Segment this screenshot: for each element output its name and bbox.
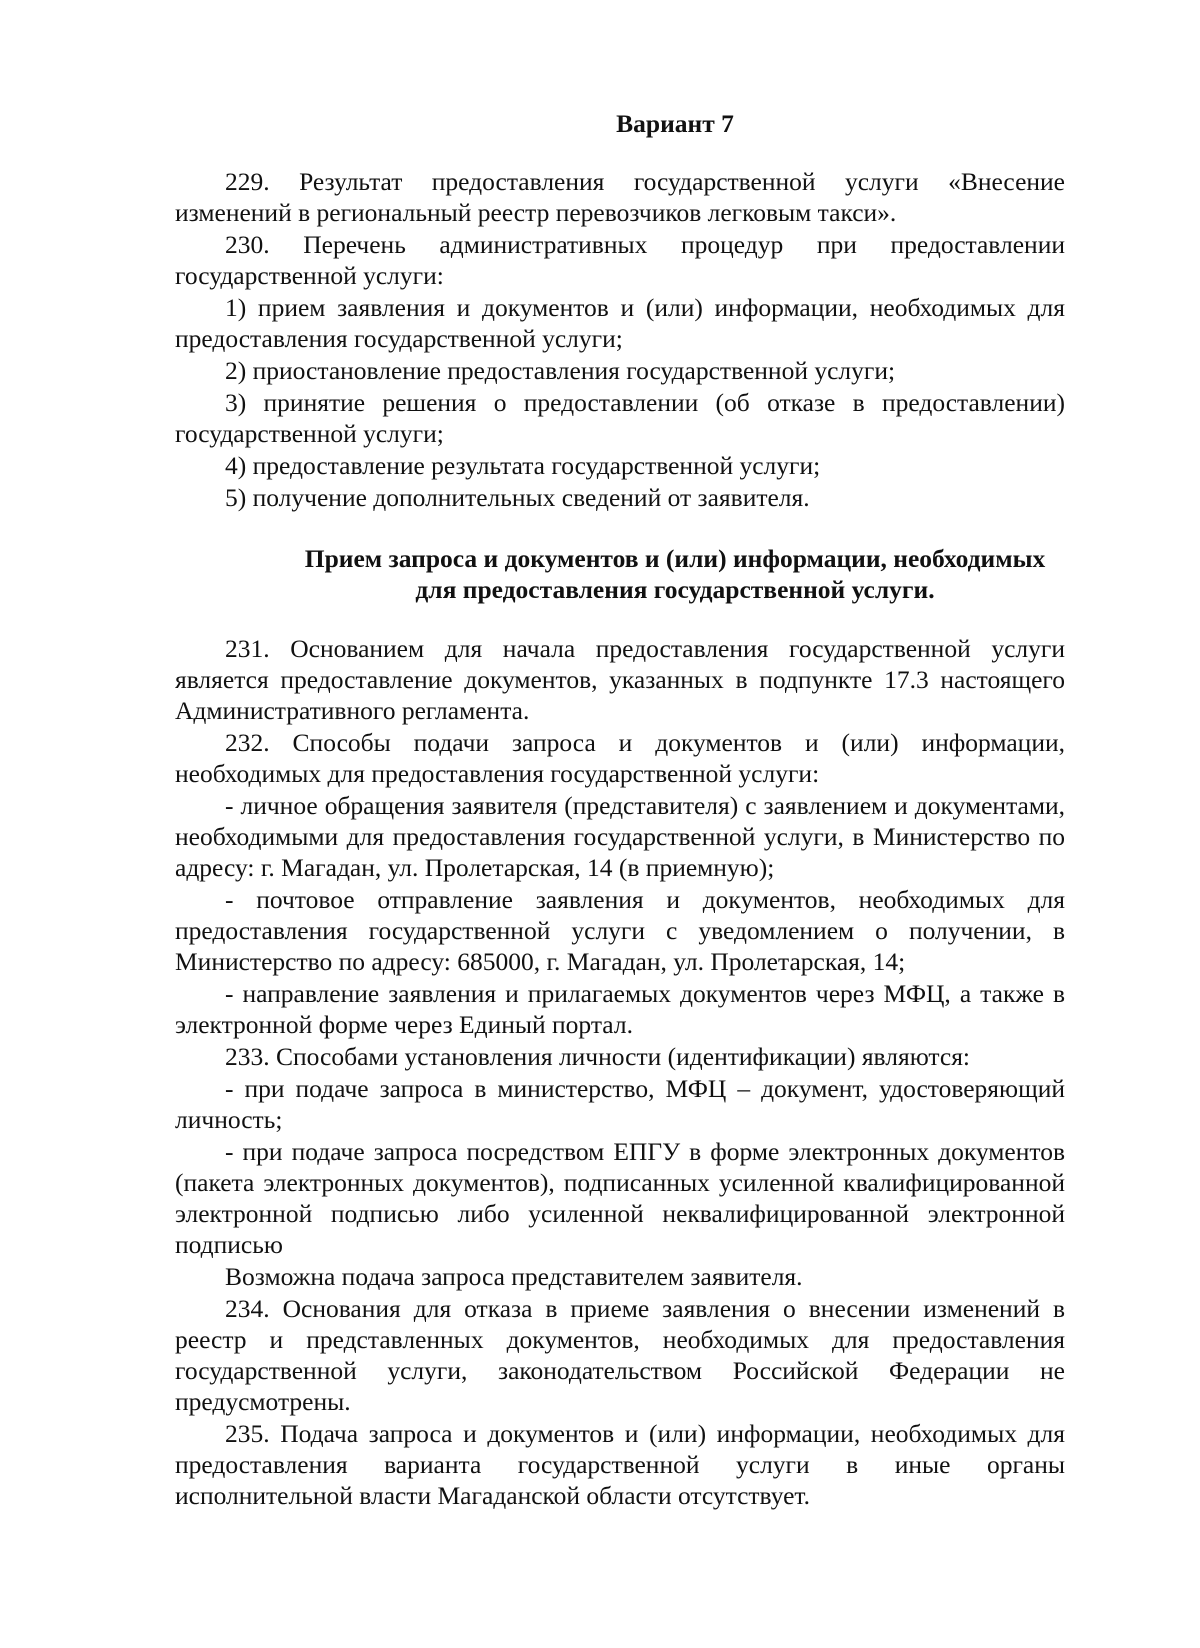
submission-method-mfc: - направление заявления и прилагаемых документов через МФЦ, а также в электронной форме через Единый портал. (175, 979, 1065, 1039)
paragraph-232: 232. Способы подачи запроса и документов и (или) информации, необходимых для предоставления государственной услуги: (175, 728, 1065, 788)
paragraph-235: 235. Подача запроса и документов и (или) информации, необходимых для предоставления варианта государственной услуги в иные органы исполнительной власти Магаданской области отсутствует. (175, 1419, 1065, 1510)
section-procedures (175, 166, 1065, 513)
procedure-item-4: 4) предоставление результата государственной услуги; (225, 451, 821, 480)
document-page (175, 108, 1065, 1512)
section-heading: Прием запроса и документов и (или) информации, необходимых для предоставления государственной услуги. (304, 544, 1046, 604)
paragraph-229: 229. Результат предоставления государственной услуги «Внесение изменений в региональный реестр перевозчиков легковым такси». (175, 167, 1065, 227)
procedure-item-1: 1) прием заявления и документов и (или) информации, необходимых для предоставления государственной услуги; (175, 293, 1065, 353)
paragraph-234: 234. Основания для отказа в приеме заявления о внесении изменений в реестр и представленных документов, необходимых для предоставления государственной услуги, законодательством Российской Федерации не предусмотрены. (175, 1294, 1065, 1416)
paragraph-231: 231. Основанием для начала предоставления государственной услуги является предоставление документов, указанных в подпункте 17.3 настоящего Административного регламента. (175, 634, 1065, 725)
procedure-item-2: 2) приостановление предоставления государственной услуги; (225, 356, 896, 385)
identification-method-epgu: - при подаче запроса посредством ЕПГУ в форме электронных документов (пакета электронных документов), подписанных усиленной квалифицированной электронной подписью либо усиленной неквалифицированной электронной подписью (175, 1137, 1065, 1259)
section-reception (175, 633, 1065, 1511)
representative-note: Возможна подача запроса представителем заявителя. (225, 1262, 803, 1291)
document-title: Вариант 7 (616, 109, 734, 138)
paragraph-230: 230. Перечень административных процедур при предоставлении государственной услуги: (175, 230, 1065, 290)
paragraph-233: 233. Способами установления личности (идентификации) являются: (225, 1042, 971, 1071)
submission-method-personal: - личное обращения заявителя (представителя) с заявлением и документами, необходимыми для предоставления государственной услуги, в Министерство по адресу: г. Магадан, ул. Пролетарская, 14 (в приемную); (175, 791, 1065, 882)
submission-method-post: - почтовое отправление заявления и документов, необходимых для предоставления государственной услуги с уведомлением о получении, в Министерство по адресу: 685000, г. Магадан, ул. Пролетарская, 14; (175, 885, 1065, 976)
procedure-item-3: 3) принятие решения о предоставлении (об отказе в предоставлении) государственной услуги; (175, 388, 1065, 448)
procedure-item-5: 5) получение дополнительных сведений от заявителя. (225, 483, 810, 512)
identification-method-document: - при подаче запроса в министерство, МФЦ – документ, удостоверяющий личность; (175, 1074, 1065, 1134)
